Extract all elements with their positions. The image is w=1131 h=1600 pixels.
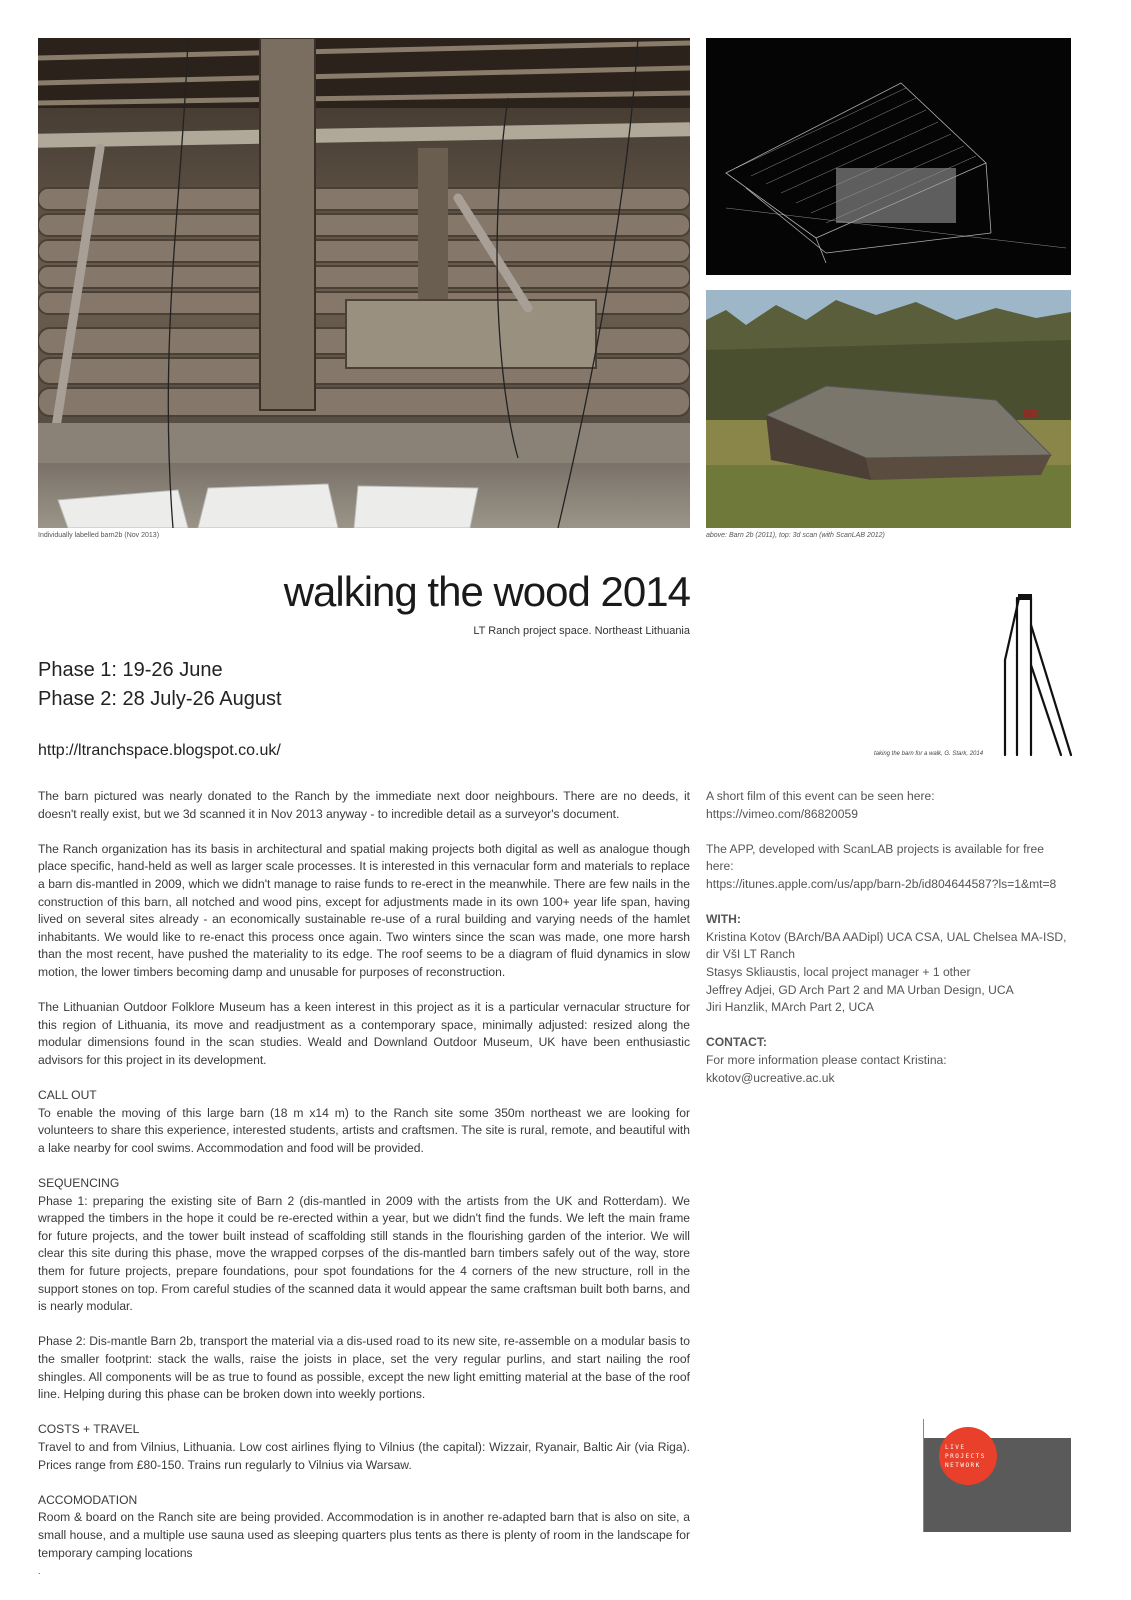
blog-link[interactable]: http://ltranchspace.blogspot.co.uk/ <box>38 742 281 759</box>
logo-box-left-edge <box>923 1419 924 1532</box>
callout-heading: CALL OUT <box>38 1088 97 1103</box>
page-subtitle: LT Ranch project space. Northeast Lithuania <box>473 625 690 637</box>
sequencing-heading: SEQUENCING <box>38 1176 120 1191</box>
side-photos-caption: above: Barn 2b (2011), top: 3d scan (with ScanLAB 2012) <box>706 532 885 539</box>
accommodation-heading: ACCOMODATION <box>38 1492 138 1507</box>
barn-exterior-photo <box>706 290 1071 528</box>
with-line-3: Jeffrey Adjei, GD Arch Part 2 and MA Urban Design, UCA <box>706 982 1014 997</box>
with-line-2: Stasys Skliaustis, local project manager + 1 other <box>706 964 971 979</box>
sequencing-phase-2: Phase 2: Dis-mantle Barn 2b, transport the material via a dis-used road to its new site, re-assemble on a modular basis to the smaller footprint: stack the walls, raise the joists in place, set the very regular purlins, and start nailing the roof shingles. All components will be as true to found as possible, except the new light emitting material at the base of the roof line. Helping during this phase can be broken down into weekly portions. <box>38 1334 690 1402</box>
contact-heading: CONTACT: <box>706 1035 767 1050</box>
logo-line-1: LIVE <box>945 1444 966 1451</box>
film-text: A short film of this event can be seen here: <box>706 789 935 803</box>
barn-3d-scan-image <box>706 38 1071 275</box>
film-link[interactable]: https://vimeo.com/86820059 <box>706 806 858 821</box>
phase-2-dates: Phase 2: 28 July-26 August <box>38 688 282 710</box>
phase-1-dates: Phase 1: 19-26 June <box>38 659 223 681</box>
main-photo-caption: Individually labelled barn2b (Nov 2013) <box>38 532 160 539</box>
ranch-paragraph: The Ranch organization has its basis in architectural and spatial making projects both digital as well as analogue though place specific, hand-held as well as larger scale processes. It is interested in this vernacular form and materials to replace a barn dis-mantled in 2009, which we didn't manage to raise funds to re-erect in the meanwhile. There are few nails in the construction of this barn, all notched and wood pins, except for adjustments made in its own 100+ year life span, having lived on several sites already - an economically sustainable re-use of a rural building and varying needs of the hamlet inhabitants. We would like to re-enact this process once again. Two winters since the scan was made, one more harsh than the most recent, have pushed the materiality to its edge. The roof seems to be a diagram of fluid dynamics in slow motion, the lower timbers becoming damp and unusable for purposes of reconstruction. <box>38 841 690 979</box>
trailing-mark: . <box>38 1566 41 1577</box>
contact-email[interactable]: kkotov@ucreative.ac.uk <box>706 1070 835 1085</box>
logo-line-3: NETWORK <box>945 1462 981 1469</box>
main-body-text <box>38 788 690 1576</box>
costs-heading: COSTS + TRAVEL <box>38 1422 140 1437</box>
sequencing-phase-1: Phase 1: preparing the existing site of Barn 2 (dis-mantled in 2009 with the artists from the UK and Rotterdam). We wrapped the timbers in the hope it could be re-erected within a year, but we didn't find the funds. We left the main frame for future projects, and the tower built instead of scaffolding still stands in the flourishing garden of the interior. We will clear this site during this phase, move the wrapped corpses of the dis-mantled barn timbers safely out of the way, store them for future projects, prepare foundations, pour spot foundations for the 4 corners of the new structure, roll in the support stones on top. From careful studies of the scanned data it would appear the same craftsman built both barns, and is nearly modular. <box>38 1193 690 1314</box>
logo-line-2: PROJECTS <box>945 1453 986 1460</box>
with-line-1: Kristina Kotov (BArch/BA AADipl) UCA CSA, UAL Chelsea MA-ISD, dir VšI LT Ranch <box>706 929 1067 962</box>
app-link[interactable]: https://itunes.apple.com/us/app/barn-2b/id804644587?ls=1&mt=8 <box>706 876 1057 891</box>
page-title: walking the wood 2014 <box>283 568 690 615</box>
intro-paragraph: The barn pictured was nearly donated to the Ranch by the immediate next door neighbours. There are no deeds, it doesn't really exist, but we 3d scanned it in Nov 2013 anyway - to incredible detail as a surveyor's document. <box>38 789 690 821</box>
contact-text: For more information please contact Kristina: <box>706 1052 947 1067</box>
with-line-4: Jiri Hanzlik, MArch Part 2, UCA <box>706 1000 875 1015</box>
with-heading: WITH: <box>706 912 741 927</box>
sketch-caption: taking the barn for a walk, G. Stark, 2014 <box>874 751 984 757</box>
live-projects-network-logo <box>923 1419 1071 1532</box>
barn-interior-photo <box>38 38 690 528</box>
museum-paragraph: The Lithuanian Outdoor Folklore Museum has a keen interest in this project as it is a particular vernacular structure for this region of Lithuania, its move and readjustment as a contemporary space, minimally adjusted: resized along the modular dimensions found in the scan studies. Weald and Downland Outdoor Museum, UK have been enthusiastic advisors for this project in its development. <box>38 1000 690 1067</box>
barn-walk-sketch <box>995 590 1075 760</box>
logo-text <box>945 1443 986 1470</box>
right-column <box>706 788 1074 1087</box>
callout-paragraph: To enable the moving of this large barn (18 m x14 m) to the Ranch site some 350m northeast we are looking for volunteers to share this experience, interested students, artists and craftsmen. The site is rural, remote, and beautiful with a lake nearby for cool swims. Accommodation and food will be provided. <box>38 1105 690 1155</box>
costs-paragraph: Travel to and from Vilnius, Lithuania. Low cost airlines flying to Vilnius (the capital): Wizzair, Ryanair, Baltic Air (via Riga). Prices range from £80-150. Trains run regularly to Vilnius via Warsaw. <box>38 1439 690 1472</box>
app-text: The APP, developed with ScanLAB projects is available for free here: <box>706 841 1044 874</box>
accommodation-paragraph: Room & board on the Ranch site are being provided. Accommodation is in another re-adapted barn that is also on site, a small house, and a multiple use sauna used as sleeping quarters plus tents as there is plenty of room in the landscape for temporary camping locations <box>38 1510 690 1560</box>
